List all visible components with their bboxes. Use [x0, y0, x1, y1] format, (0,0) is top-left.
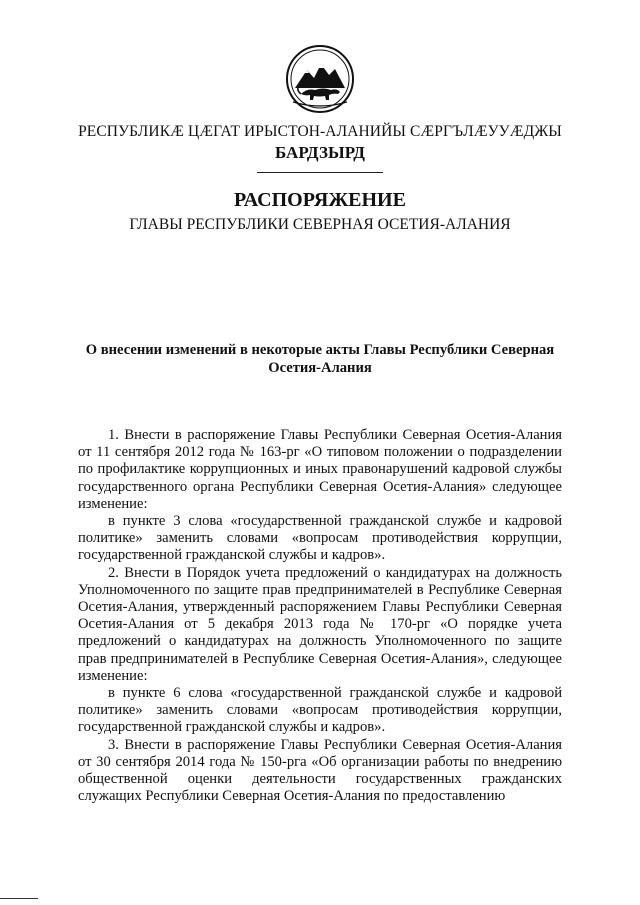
header-ossetian-line: РЕСПУБЛИКӔ ЦӔГАТ ИРЫСТОН-АЛАНИЙЫ СӔРГЪЛӔУУӔДЖЫ	[78, 123, 562, 140]
document-type-title: РАСПОРЯЖЕНИЕ	[234, 189, 406, 211]
subject-line-2: Осетия-Алания	[268, 360, 372, 376]
page-edge-mark	[0, 898, 38, 899]
subject-line-1: О внесении изменений в некоторые акты Главы Республики Северная	[85, 342, 555, 358]
body-paragraph: в пункте 3 слова «государственной гражданской службе и кадровой политике» заменить словами «вопросам противодействия коррупции, государственной гражданской службы и кадров».	[78, 513, 562, 564]
document-body	[78, 427, 562, 805]
header-divider	[257, 172, 383, 173]
coat-of-arms-emblem	[285, 44, 355, 114]
body-paragraph: 1. Внести в распоряжение Главы Республики Северная Осетия-Алания от 11 сентября 2012 года № 163-рг «О типовом положении о подразделении по профилактике коррупционных и иных правонарушений кадровой службы государственного органа Республики Северная Осетия-Алания» следующее изменение:	[78, 427, 562, 512]
body-paragraph: 3. Внести в распоряжение Главы Республики Северная Осетия-Алания от 30 сентября 2014 года № 150-рга «Об организации работы по внедрению общественной оценки деятельности государственных гражданских служащих Республики Северная Осетия-Алания по предоставлению	[78, 736, 562, 805]
header-ossetian-title: БАРДЗЫРД	[275, 143, 365, 162]
document-subject	[80, 341, 560, 377]
body-paragraph: 2. Внести в Порядок учета предложений о кандидатурах на должность Уполномоченного по защите прав предпринимателей в Республике Северная Осетия-Алания, утвержденный распоряжением Главы Республики Северная Осетия-Алания от 5 декабря 2013 года № 170-рг «О порядке учета предложений о кандидатурах на должность Уполномоченного по защите прав предпринимателей в Республике Северная Осетия-Алания», следующее изменение:	[78, 564, 562, 684]
issuer-line: ГЛАВЫ РЕСПУБЛИКИ СЕВЕРНАЯ ОСЕТИЯ-АЛАНИЯ	[129, 216, 511, 233]
body-paragraph: в пункте 6 слова «государственной гражданской службе и кадровой политике» заменить словами «вопросам противодействия коррупции, государственной гражданской службы и кадров».	[78, 685, 562, 736]
